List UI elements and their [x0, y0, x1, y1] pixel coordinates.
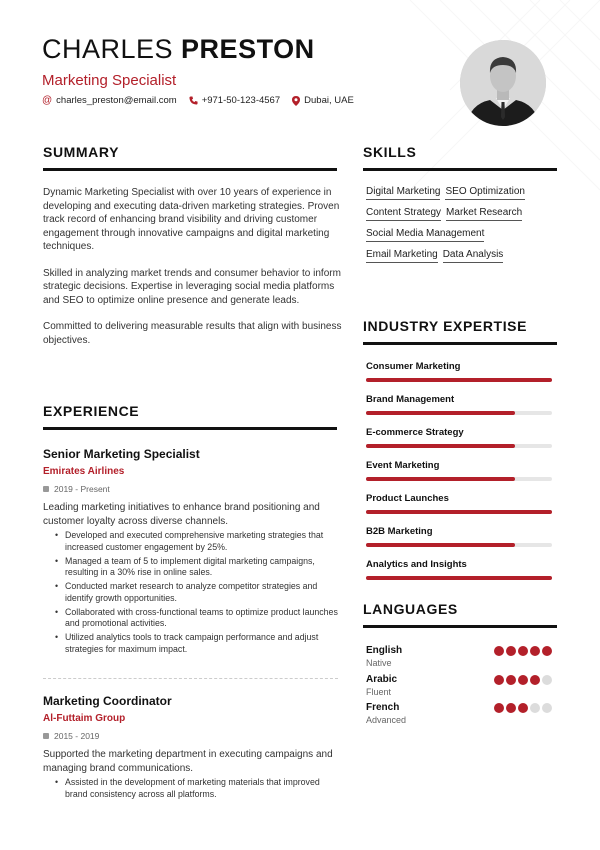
summary-paragraph: Skilled in analyzing market trends and consumer behavior to inform strategic decisions. Expertise in leveraging social media platforms and SEO to optimize online presence and generate leads. [43, 267, 341, 306]
rating-dot-filled [494, 675, 504, 685]
expertise-label: Event Marketing [366, 460, 440, 471]
expertise-label: Consumer Marketing [366, 361, 461, 372]
skills-rule [363, 168, 557, 171]
rating-dot-filled [506, 646, 516, 656]
experience-heading: EXPERIENCE [43, 403, 140, 419]
expertise-bar [366, 576, 552, 580]
rating-dot-empty [530, 703, 540, 713]
expertise-bar [366, 510, 552, 514]
skill-tag: Data Analysis [443, 249, 504, 263]
company-name: Al-Futtaim Group [43, 713, 126, 724]
job-dates [43, 731, 338, 741]
company-name: Emirates Airlines [43, 466, 125, 477]
rating-dot-filled [506, 675, 516, 685]
summary-rule [43, 168, 337, 171]
rating-dot-filled [530, 675, 540, 685]
rating-dot-filled [518, 675, 528, 685]
skill-tag: Social Media Management [366, 228, 484, 242]
skill-row [366, 207, 556, 221]
languages-rule [363, 625, 557, 628]
expertise-bar-fill [366, 411, 515, 415]
skill-row [366, 249, 556, 263]
list-item: • Assisted in the development of marketing materials that improved brand consistency across all platforms. [55, 777, 338, 800]
expertise-label: Product Launches [366, 493, 449, 504]
expertise-bar [366, 378, 552, 382]
expertise-item [366, 427, 552, 448]
phone-text: +971-50-123-4567 [201, 95, 281, 106]
contact-email[interactable] [42, 95, 177, 106]
rating-dot-filled [518, 646, 528, 656]
achievement-list [43, 777, 338, 800]
skill-tag: Market Research [446, 207, 522, 221]
language-level: Native [366, 658, 392, 668]
language-item [366, 702, 554, 725]
job-description: Supported the marketing department in executing campaigns and managing brand communications. [43, 749, 333, 774]
expertise-item [366, 394, 552, 415]
expertise-heading: INDUSTRY EXPERTISE [363, 318, 528, 334]
rating-dot-filled [542, 646, 552, 656]
expertise-bar [366, 543, 552, 547]
list-item: • Conducted market research to analyze competitor strategies and identify growth opportunities. [55, 581, 338, 604]
phone-icon [189, 96, 198, 105]
experience-entry [43, 694, 338, 803]
expertise-label: B2B Marketing [366, 526, 433, 537]
rating-dot-filled [506, 703, 516, 713]
list-item: • Managed a team of 5 to implement digital marketing campaigns, resulting in a 30% rise in online sales. [55, 556, 338, 579]
expertise-bar [366, 411, 552, 415]
expertise-bar-fill [366, 477, 515, 481]
list-item: • Collaborated with cross-functional teams to optimize product launches and promotional activities. [55, 607, 338, 630]
rating-dot-filled [494, 703, 504, 713]
location-text: Dubai, UAE [304, 95, 354, 106]
rating-dot-empty [542, 703, 552, 713]
first-name: CHARLES [42, 34, 174, 64]
language-name: French [366, 702, 400, 713]
last-name: PRESTON [181, 34, 315, 64]
rating-dot-filled [494, 646, 504, 656]
expertise-bar-fill [366, 378, 552, 382]
expertise-item [366, 361, 552, 382]
expertise-item [366, 559, 552, 580]
expertise-bar-fill [366, 444, 515, 448]
language-item [366, 674, 554, 697]
job-role: Senior Marketing Specialist [43, 447, 200, 461]
calendar-icon [43, 486, 49, 492]
expertise-item [366, 493, 552, 514]
calendar-icon [43, 733, 49, 739]
job-description: Leading marketing initiatives to enhance brand positioning and customer loyalty across diverse channels. [43, 502, 320, 527]
candidate-name [42, 34, 315, 65]
expertise-rule [363, 342, 557, 345]
language-rating [492, 703, 552, 713]
language-level: Fluent [366, 687, 392, 697]
expertise-item [366, 526, 552, 547]
achievement-list [43, 530, 338, 655]
expertise-bar [366, 477, 552, 481]
skill-tag: Email Marketing [366, 249, 438, 263]
entry-divider [43, 678, 338, 679]
expertise-section [366, 361, 552, 592]
skill-row [366, 228, 556, 242]
contact-info [42, 95, 366, 106]
date-text: 2019 - Present [54, 484, 110, 494]
at-icon: @ [42, 95, 53, 106]
experience-rule [43, 427, 337, 430]
expertise-item [366, 460, 552, 481]
language-name: English [366, 645, 403, 656]
expertise-label: Brand Management [366, 394, 455, 405]
languages-heading: LANGUAGES [363, 601, 458, 617]
summary-section [43, 186, 343, 360]
summary-heading: SUMMARY [43, 144, 120, 160]
job-role: Marketing Coordinator [43, 694, 172, 708]
expertise-bar-fill [366, 510, 552, 514]
language-item [366, 645, 554, 668]
rating-dot-empty [542, 675, 552, 685]
summary-paragraph: Committed to delivering measurable results that align with business objectives. [43, 321, 342, 346]
skills-heading: SKILLS [363, 144, 417, 160]
contact-location [292, 95, 354, 106]
skill-tag: SEO Optimization [445, 186, 524, 200]
skill-tag: Digital Marketing [366, 186, 440, 200]
expertise-label: E-commerce Strategy [366, 427, 464, 438]
list-item: • Developed and executed comprehensive marketing strategies that increased customer engagement by 25%. [55, 530, 338, 553]
skill-row [366, 186, 556, 200]
expertise-bar-fill [366, 543, 515, 547]
email-text: charles_preston@email.com [56, 95, 177, 106]
summary-paragraph: Dynamic Marketing Specialist with over 10 years of experience in developing and executing data-driven marketing strategies. Proven track record of enhancing brand visibility and driving customer engagement through innovative campaigns and digital marketing techniques. [43, 187, 340, 252]
language-name: Arabic [366, 674, 398, 685]
language-rating [492, 646, 552, 656]
expertise-bar-fill [366, 576, 552, 580]
portrait-image [460, 40, 546, 126]
rating-dot-filled [530, 646, 540, 656]
contact-phone[interactable] [189, 95, 280, 106]
skills-section [366, 186, 556, 270]
experience-entry [43, 447, 338, 658]
map-pin-icon [292, 96, 300, 106]
expertise-bar [366, 444, 552, 448]
language-level: Advanced [366, 715, 407, 725]
list-item: • Utilized analytics tools to track campaign performance and adjust strategies for maximum impact. [55, 632, 338, 655]
job-title: Marketing Specialist [42, 72, 177, 89]
rating-dot-filled [518, 703, 528, 713]
profile-photo [460, 40, 546, 126]
expertise-label: Analytics and Insights [366, 559, 467, 570]
job-dates [43, 484, 338, 494]
skill-tag: Content Strategy [366, 207, 441, 221]
date-text: 2015 - 2019 [54, 731, 100, 741]
language-rating [492, 675, 552, 685]
